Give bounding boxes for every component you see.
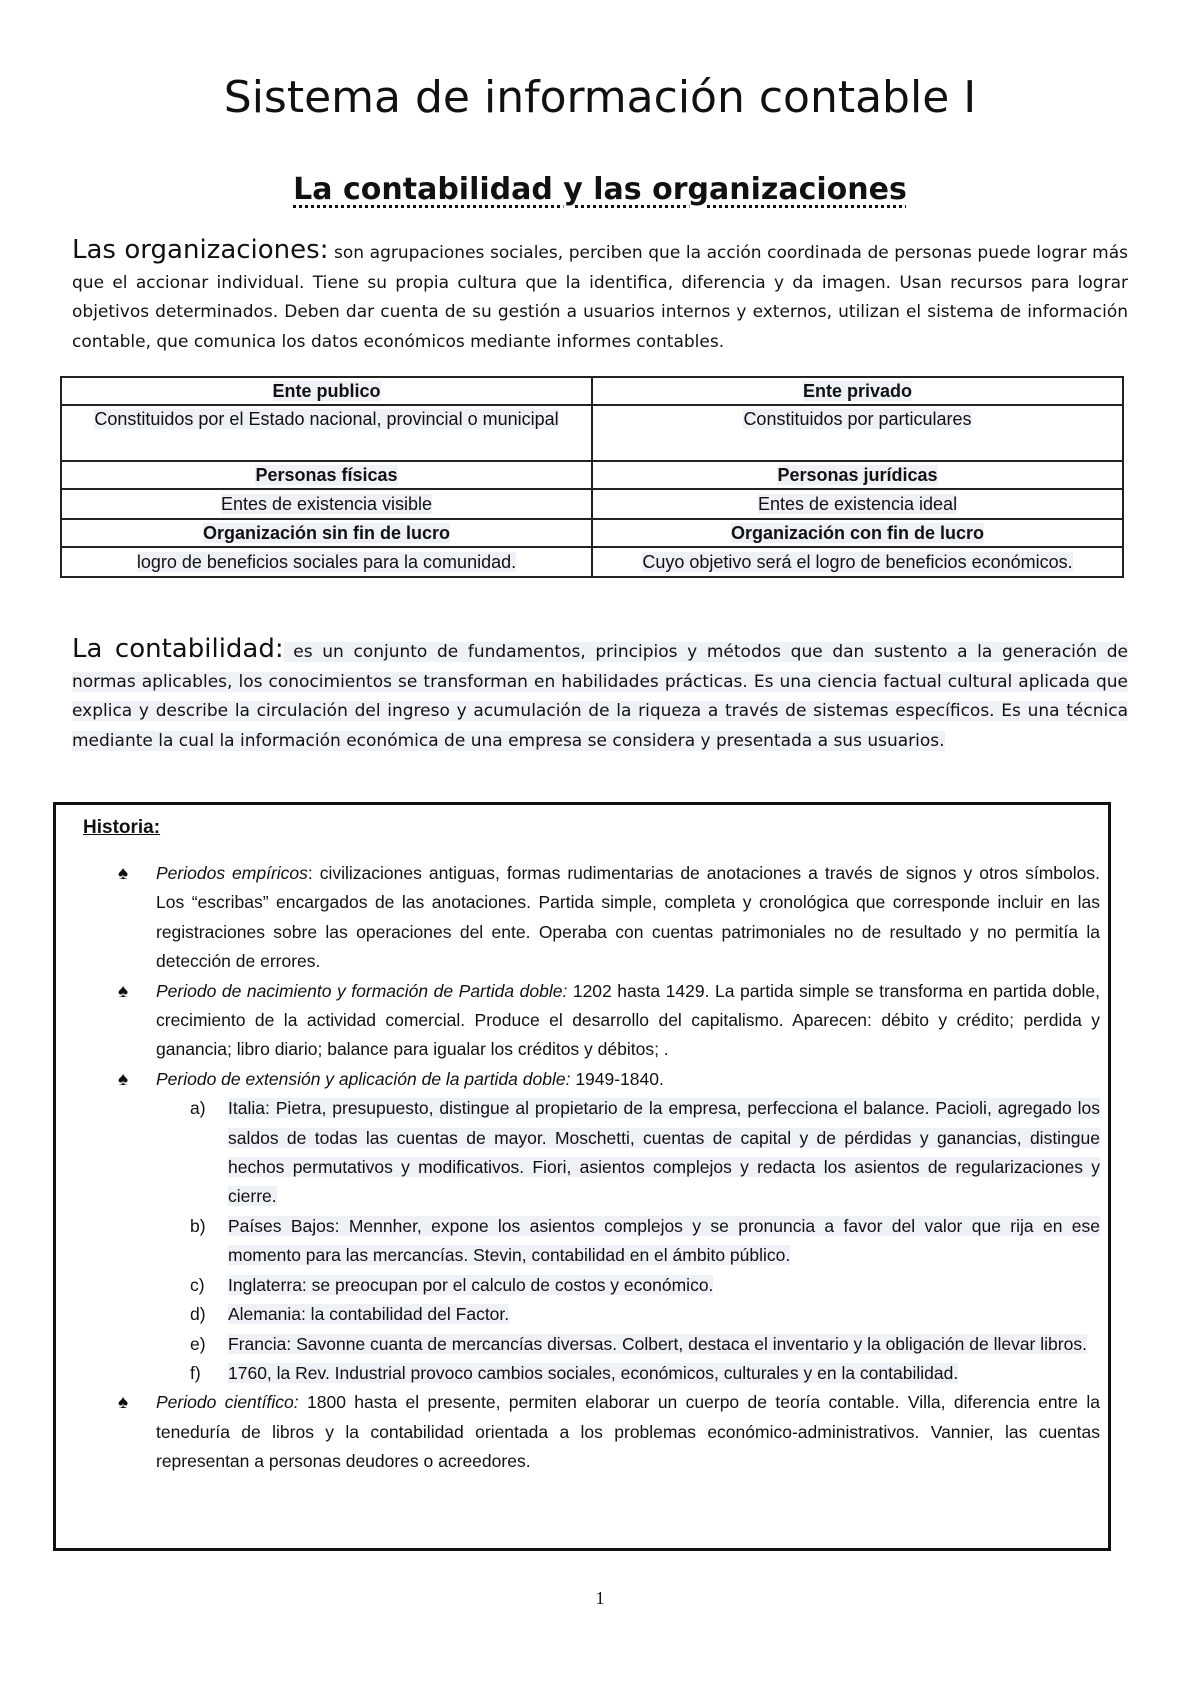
spade-bullet-icon: ♠ [118,863,129,884]
table-cell [592,489,1123,519]
sub-list-item [56,1212,1108,1271]
sub-list-item [56,1330,1108,1359]
sub-item-letter: f) [190,1362,201,1383]
table-row [61,547,1123,577]
sub-item-text: Países Bajos: Mennher, expone los asientos complejos y se pronuncia a favor del valor que rija en ese momento para las mercancías. Stevin, contabilidad en el ámbito público. [228,1215,1100,1266]
cell-text: Ente privado [802,381,913,401]
period-text: 1800 hasta el presente, permiten elaborar un cuerpo de teoría contable. Villa, diferencia entre la teneduría de libros y la contabilidad orientada a los problemas económico-administrativos. Vannier, las cuentas representan a personas deudores o acreedores. [156,1392,1100,1472]
table-cell [61,519,592,547]
historia-heading: Historia: [83,817,161,838]
table-cell [592,405,1123,461]
section-subtitle-text: La contabilidad y las organizaciones [293,172,907,207]
period-label: Periodos empíricos [156,863,308,883]
cell-text: Personas jurídicas [777,465,938,485]
sub-item-text: Francia: Savonne cuanta de mercancías diversas. Colbert, destaca el inventario y la obligación de llevar libros. [228,1333,1087,1354]
table-cell [592,377,1123,405]
table-cell [61,405,592,461]
cell-text: Constituidos por particulares [743,409,972,429]
document-title: Sistema de información contable I [223,72,977,123]
section-subtitle [0,172,1200,207]
sub-item-letter: b) [190,1215,206,1236]
contabilidad-text: es un conjunto de fundamentos, principios y métodos que dan sustento a la generación de normas aplicables, los conocimientos se transforman en habilidades prácticas. Es una ciencia factual cultural aplicada que explica y describe la circulación del ingreso y acumulación de la riqueza a través de sistemas específicos. Es una técnica mediante la cual la información económica de una empresa se considera y presentada a sus usuarios. [72,642,1128,751]
list-item [56,977,1108,1065]
list-item [56,1388,1108,1476]
contabilidad-term: La contabilidad: [72,634,284,664]
organizaciones-paragraph [72,236,1128,357]
list-item [56,859,1108,977]
table-cell [61,547,592,577]
cell-text: Cuyo objetivo será el logro de beneficios económicos. [642,552,1073,572]
page-number: 1 [595,1588,605,1608]
table-row [61,405,1123,461]
sub-item-text: 1760, la Rev. Industrial provoco cambios sociales, económicos, culturales y en la contabilidad. [228,1362,959,1383]
cell-text: Ente publico [272,381,381,401]
period-text: : civilizaciones antiguas, formas rudimentarias de anotaciones a través de signos y otros símbolos. Los “escribas” encargados de las anotaciones. Partida simple, completa y cronológica que corresponde incluir en las registraciones sobre las operaciones del ente. Operaba con cuentas patrimoniales no de resultado y no permitía la detección de errores. [156,863,1100,972]
cell-text: Entes de existencia ideal [757,494,958,514]
period-label: Periodo de extensión y aplicación de la partida doble: [156,1068,571,1089]
sub-item-letter: c) [190,1274,205,1295]
cell-text: logro de beneficios sociales para la comunidad. [136,552,517,572]
spade-bullet-icon: ♠ [118,980,129,1002]
cell-text: Constituidos por el Estado nacional, provincial o municipal [94,409,559,429]
entities-table [60,376,1124,578]
table-cell [61,461,592,489]
organizaciones-term: Las organizaciones: [72,235,329,265]
sub-item-text: Alemania: la contabilidad del Factor. [228,1304,510,1325]
sub-list-item [56,1300,1108,1329]
table-cell [592,519,1123,547]
sub-list-item [56,1359,1108,1388]
cell-text: Personas físicas [255,465,398,485]
period-label: Periodo científico: [156,1392,299,1413]
historia-list [56,859,1108,1477]
table-row [61,461,1123,489]
historia-box [53,802,1111,1551]
table-row [61,519,1123,547]
organizaciones-text: son agrupaciones sociales, perciben que la acción coordinada de personas puede lograr más que el accionar individual. Tiene su propia cultura que la identifica, diferencia y da imagen. Usan recursos para lograr objetivos determinados. Deben dar cuenta de su gestión a usuarios internos y externos, utilizan el sistema de información contable, que comunica los datos económicos mediante informes contables. [72,243,1128,352]
spade-bullet-icon: ♠ [118,1392,129,1414]
sub-item-text: Inglaterra: se preocupan por el calculo de costos y económico. [228,1274,714,1295]
contabilidad-paragraph [72,635,1128,756]
period-text: 1202 hasta 1429. La partida simple se transforma en partida doble, crecimiento de la actividad comercial. Produce el desarrollo del capitalismo. Aparecen: débito y crédito; perdida y ganancia; libro diario; balance para igualar los créditos y débitos; . [156,980,1100,1060]
table-cell [592,461,1123,489]
table-cell [61,377,592,405]
sub-item-letter: e) [190,1333,206,1354]
period-label: Periodo de nacimiento y formación de Partida doble: [156,980,568,1001]
cell-text: Organización sin fin de lucro [202,523,451,543]
sub-item-letter: a) [190,1098,206,1119]
table-row [61,377,1123,405]
table-row [61,489,1123,519]
cell-text: Entes de existencia visible [220,494,433,514]
table-cell [592,547,1123,577]
sub-item-text: Italia: Pietra, presupuesto, distingue al propietario de la empresa, perfecciona el balance. Pacioli, agregado los saldos de todas las cuentas de mayor. Moschetti, cuentas de capital y de pérdidas y ganancias, distingue hechos permutativos y modificativos. Fiori, asientos complejos y redacta los asientos de regularizaciones y cierre. [228,1098,1100,1207]
spade-bullet-icon: ♠ [118,1068,129,1090]
sub-list-item [56,1094,1108,1212]
sub-item-letter: d) [190,1304,206,1325]
sub-list-item [56,1271,1108,1300]
period-text: 1949-1840. [570,1068,664,1089]
list-item [56,1065,1108,1094]
cell-text: Organización con fin de lucro [730,523,985,543]
table-cell [61,489,592,519]
